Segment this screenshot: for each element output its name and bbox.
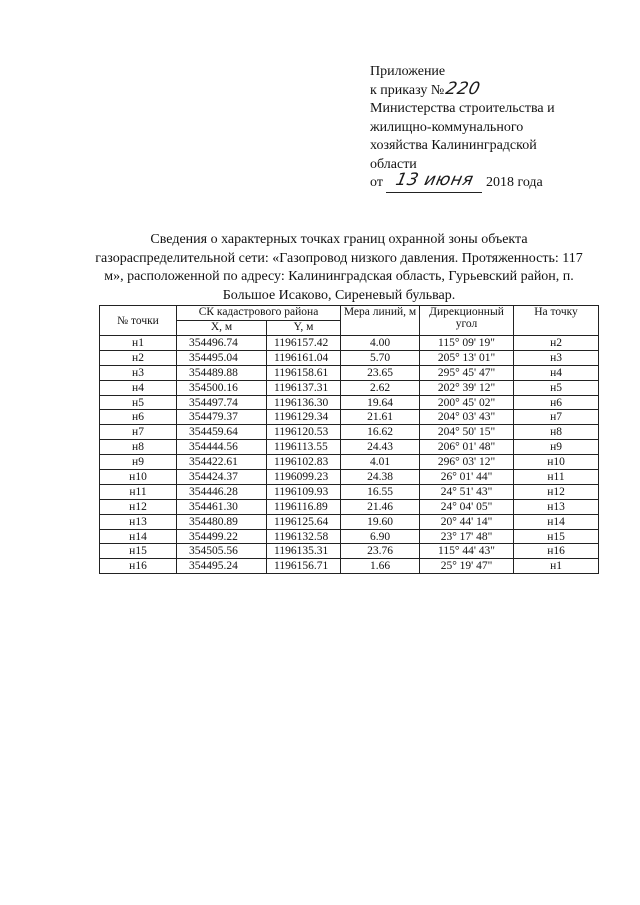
cell-point: н1 <box>100 336 177 351</box>
cell-to-point: н10 <box>514 455 599 470</box>
cell-point: н8 <box>100 440 177 455</box>
ministry-line-3: хозяйства Калининградской <box>370 138 537 153</box>
cell-to-point: н16 <box>514 544 599 559</box>
cell-to-point: н2 <box>514 336 599 351</box>
cell-to-point: н9 <box>514 440 599 455</box>
cell-measure: 19.64 <box>341 395 420 410</box>
cell-x: 354495.04 <box>177 350 267 365</box>
cell-point: н13 <box>100 514 177 529</box>
cell-measure: 6.90 <box>341 529 420 544</box>
header-y: Y, м <box>267 321 341 336</box>
cell-x: 354489.88 <box>177 365 267 380</box>
cell-angle: 206° 01' 48" <box>420 440 514 455</box>
table-row <box>100 470 599 485</box>
date-handwritten: 13 июня <box>393 170 476 190</box>
date-prefix: от <box>370 175 383 190</box>
table-row <box>100 380 599 395</box>
order-prefix: к приказу № <box>370 82 445 98</box>
date-blank <box>386 170 482 193</box>
order-number-handwritten: 220 <box>444 78 483 99</box>
cell-y: 1196137.31 <box>267 380 341 395</box>
cell-to-point: н6 <box>514 395 599 410</box>
table-row <box>100 350 599 365</box>
cell-measure: 4.01 <box>341 455 420 470</box>
table-row <box>100 440 599 455</box>
cell-measure: 24.43 <box>341 440 420 455</box>
cell-angle: 204° 03' 43" <box>420 410 514 425</box>
cell-point: н4 <box>100 380 177 395</box>
table-row <box>100 425 599 440</box>
cell-measure: 16.62 <box>341 425 420 440</box>
cell-point: н15 <box>100 544 177 559</box>
cell-to-point: н7 <box>514 410 599 425</box>
cell-y: 1196129.34 <box>267 410 341 425</box>
cell-point: н16 <box>100 559 177 574</box>
appendix-title: Приложение <box>370 64 446 79</box>
header-x: X, м <box>177 321 267 336</box>
cell-measure: 23.76 <box>341 544 420 559</box>
cell-point: н12 <box>100 499 177 514</box>
cell-angle: 24° 51' 43" <box>420 484 514 499</box>
cell-to-point: н1 <box>514 559 599 574</box>
cell-y: 1196136.30 <box>267 395 341 410</box>
header-point: № точки <box>100 306 177 336</box>
cell-point: н9 <box>100 455 177 470</box>
cell-x: 354444.56 <box>177 440 267 455</box>
cell-point: н11 <box>100 484 177 499</box>
table-row <box>100 365 599 380</box>
header-system: СК кадастрового района <box>177 306 341 321</box>
cell-x: 354496.74 <box>177 336 267 351</box>
ministry-line-2: жилищно-коммунального <box>370 119 524 135</box>
cell-x: 354495.24 <box>177 559 267 574</box>
cell-angle: 204° 50' 15" <box>420 425 514 440</box>
table-row <box>100 395 599 410</box>
cell-y: 1196099.23 <box>267 470 341 485</box>
cell-x: 354499.22 <box>177 529 267 544</box>
cell-x: 354500.16 <box>177 380 267 395</box>
cell-y: 1196120.53 <box>267 425 341 440</box>
cell-point: н3 <box>100 365 177 380</box>
boundary-points-table <box>99 305 599 574</box>
cell-measure: 16.55 <box>341 484 420 499</box>
table-row <box>100 559 599 574</box>
cell-point: н14 <box>100 529 177 544</box>
cell-y: 1196158.61 <box>267 365 341 380</box>
cell-to-point: н11 <box>514 470 599 485</box>
cell-measure: 4.00 <box>341 336 420 351</box>
cell-measure: 23.65 <box>341 365 420 380</box>
cell-angle: 205° 13' 01" <box>420 350 514 365</box>
cell-to-point: н3 <box>514 350 599 365</box>
cell-to-point: н8 <box>514 425 599 440</box>
cell-measure: 21.61 <box>341 410 420 425</box>
table-body <box>100 336 599 574</box>
cell-to-point: н13 <box>514 499 599 514</box>
header-angle: Дирекционный угол <box>420 306 514 336</box>
cell-angle: 202° 39' 12" <box>420 380 514 395</box>
table-row <box>100 499 599 514</box>
cell-x: 354446.28 <box>177 484 267 499</box>
cell-measure: 19.60 <box>341 514 420 529</box>
cell-angle: 24° 04' 05" <box>420 499 514 514</box>
table-row <box>100 529 599 544</box>
cell-angle: 295° 45' 47" <box>420 365 514 380</box>
cell-angle: 115° 09' 19" <box>420 336 514 351</box>
cell-measure: 5.70 <box>341 350 420 365</box>
cell-x: 354497.74 <box>177 395 267 410</box>
cell-x: 354479.37 <box>177 410 267 425</box>
cell-y: 1196102.83 <box>267 455 341 470</box>
ministry-line-1: Министерства строительства и <box>370 101 555 116</box>
cell-x: 354424.37 <box>177 470 267 485</box>
header-to-point: На точку <box>514 306 599 336</box>
cell-to-point: н5 <box>514 380 599 395</box>
cell-point: н10 <box>100 470 177 485</box>
cell-to-point: н12 <box>514 484 599 499</box>
cell-measure: 1.66 <box>341 559 420 574</box>
cell-x: 354480.89 <box>177 514 267 529</box>
table-row <box>100 544 599 559</box>
table-row <box>100 336 599 351</box>
cell-angle: 20° 44' 14" <box>420 514 514 529</box>
ministry-line-4: области <box>370 156 417 172</box>
cell-y: 1196113.55 <box>267 440 341 455</box>
cell-y: 1196135.31 <box>267 544 341 559</box>
cell-x: 354461.30 <box>177 499 267 514</box>
cell-y: 1196116.89 <box>267 499 341 514</box>
cell-angle: 115° 44' 43" <box>420 544 514 559</box>
table-row <box>100 514 599 529</box>
cell-point: н2 <box>100 350 177 365</box>
cell-y: 1196156.71 <box>267 559 341 574</box>
cell-y: 1196161.04 <box>267 350 341 365</box>
cell-angle: 200° 45' 02" <box>420 395 514 410</box>
document-heading: Сведения о характерных точках границ охранной зоны объекта газораспределительной сети: «Газопровод низкого давления. Протяженность: 117 м», расположенной по адресу: Калининградская область, Гурьевский район, п. Большое Исаково, Сиреневый бульвар. <box>95 232 583 303</box>
header-measure: Мера линий, м <box>341 306 420 336</box>
cell-point: н5 <box>100 395 177 410</box>
table-row <box>100 484 599 499</box>
date-line <box>370 170 610 194</box>
cell-measure: 2.62 <box>341 380 420 395</box>
cell-y: 1196132.58 <box>267 529 341 544</box>
cell-angle: 296° 03' 12" <box>420 455 514 470</box>
cell-angle: 26° 01' 44" <box>420 470 514 485</box>
cell-y: 1196157.42 <box>267 336 341 351</box>
cell-measure: 24.38 <box>341 470 420 485</box>
table-row <box>100 410 599 425</box>
cell-x: 354505.56 <box>177 544 267 559</box>
order-line <box>370 78 610 101</box>
cell-angle: 25° 19' 47" <box>420 559 514 574</box>
date-suffix: 2018 года <box>485 175 543 190</box>
cell-y: 1196125.64 <box>267 514 341 529</box>
cell-x: 354459.64 <box>177 425 267 440</box>
appendix-block <box>370 63 610 194</box>
cell-to-point: н4 <box>514 365 599 380</box>
table-row <box>100 455 599 470</box>
cell-y: 1196109.93 <box>267 484 341 499</box>
cell-point: н6 <box>100 410 177 425</box>
cell-measure: 21.46 <box>341 499 420 514</box>
cell-angle: 23° 17' 48" <box>420 529 514 544</box>
cell-x: 354422.61 <box>177 455 267 470</box>
cell-point: н7 <box>100 425 177 440</box>
cell-to-point: н15 <box>514 529 599 544</box>
cell-to-point: н14 <box>514 514 599 529</box>
